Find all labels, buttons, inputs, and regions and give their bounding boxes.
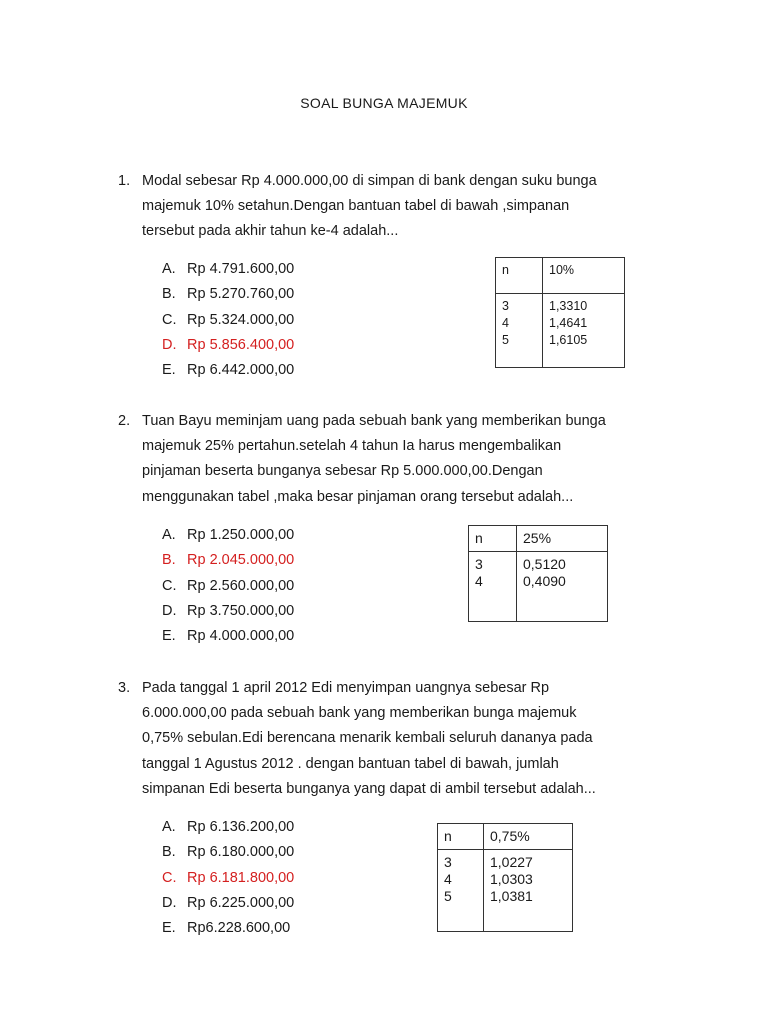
answer-option: Rp 5.270.760,00 xyxy=(187,286,295,303)
question-text-line: Modal sebesar Rp 4.000.000,00 di simpan di bank dengan suku bunga xyxy=(142,173,597,189)
question-text-line: majemuk 10% setahun.Dengan bantuan tabel di bawah ,simpanan xyxy=(142,198,570,215)
factor-value: 1,3310 xyxy=(549,299,588,313)
n-value: 3 xyxy=(475,556,483,572)
factor-column xyxy=(543,294,625,368)
n-column xyxy=(469,552,517,622)
question-text-line: 6.000.000,00 pada sebuah bank yang memberikan bunga majemuk xyxy=(142,705,577,722)
table-header-row xyxy=(438,824,573,850)
factor-table xyxy=(495,257,625,368)
option-letter: A. xyxy=(162,527,176,543)
question-number: 3. xyxy=(118,680,131,696)
factor-value: 1,6105 xyxy=(549,333,588,347)
question-text-line: Pada tanggal 1 april 2012 Edi menyimpan uangnya sebesar Rp xyxy=(142,680,550,696)
n-value: 4 xyxy=(444,871,452,887)
question-text-line: tersebut pada akhir tahun ke-4 adalah... xyxy=(142,223,399,240)
answer-option: Rp 5.324.000,00 xyxy=(187,311,295,328)
correct-answer-option: Rp 2.045.000,00 xyxy=(187,552,295,569)
option-letter: E. xyxy=(162,628,176,645)
header-n: n xyxy=(469,526,517,552)
factor-value: 1,0227 xyxy=(490,854,533,870)
factor-value: 0,5120 xyxy=(523,556,566,572)
n-value: 5 xyxy=(502,333,509,347)
answer-option: Rp 6.225.000,00 xyxy=(187,894,295,911)
factor-value: 1,0381 xyxy=(490,888,533,904)
page-title: SOAL BUNGA MAJEMUK xyxy=(300,95,468,111)
answer-option: Rp 3.750.000,00 xyxy=(187,602,295,619)
question-number: 2. xyxy=(118,413,131,429)
table-header-row xyxy=(496,258,625,294)
factor-column xyxy=(517,552,608,622)
option-letter: D. xyxy=(162,602,177,619)
option-letter: B. xyxy=(162,844,176,861)
table-row xyxy=(496,294,625,368)
option-letter: D. xyxy=(162,336,177,353)
option-letter: E. xyxy=(162,920,176,937)
n-value: 5 xyxy=(444,888,452,904)
n-value: 4 xyxy=(475,573,483,589)
option-letter: D. xyxy=(162,894,177,911)
header-rate: 25% xyxy=(517,526,608,552)
factor-table xyxy=(437,823,573,932)
option-letter: E. xyxy=(162,362,176,379)
table-row xyxy=(469,552,608,622)
answer-option: Rp 6.442.000,00 xyxy=(187,362,295,379)
factor-table xyxy=(468,525,608,622)
answer-option: Rp 4.000.000,00 xyxy=(187,628,295,645)
answer-option: Rp 6.136.200,00 xyxy=(187,819,295,835)
n-value: 3 xyxy=(502,299,509,313)
question-text-line: simpanan Edi beserta bunganya yang dapat di ambil tersebut adalah... xyxy=(142,780,596,797)
question-text-line: pinjaman beserta bunganya sebesar Rp 5.000.000,00.Dengan xyxy=(142,463,543,480)
option-letter: C. xyxy=(162,577,177,594)
correct-answer-option: Rp 5.856.400,00 xyxy=(187,336,295,353)
header-rate: 0,75% xyxy=(484,824,573,850)
n-column xyxy=(438,850,484,932)
factor-column xyxy=(484,850,573,932)
n-value: 4 xyxy=(502,316,509,330)
question-text-line: majemuk 25% pertahun.setelah 4 tahun Ia harus mengembalikan xyxy=(142,438,562,455)
table-row xyxy=(438,850,573,932)
question-number: 1. xyxy=(118,173,131,189)
question-text-line: 0,75% sebulan.Edi berencana menarik kembali seluruh dananya pada xyxy=(142,730,593,747)
option-letter: A. xyxy=(162,819,176,835)
answer-option: Rp 4.791.600,00 xyxy=(187,261,295,277)
factor-value: 1,4641 xyxy=(549,316,588,330)
answer-option: Rp 1.250.000,00 xyxy=(187,527,295,543)
factor-value: 0,4090 xyxy=(523,573,566,589)
answer-option: Rp6.228.600,00 xyxy=(187,920,291,937)
option-letter: A. xyxy=(162,261,176,277)
answer-option: Rp 6.180.000,00 xyxy=(187,844,295,861)
answer-option: Rp 2.560.000,00 xyxy=(187,577,295,594)
question-text-line: menggunakan tabel ,maka besar pinjaman orang tersebut adalah... xyxy=(142,488,574,505)
option-letter: C. xyxy=(162,869,177,886)
option-letter: C. xyxy=(162,311,177,328)
question-text-line: tanggal 1 Agustus 2012 . dengan bantuan tabel di bawah, jumlah xyxy=(142,755,559,772)
option-letter: B. xyxy=(162,552,176,569)
factor-value: 1,0303 xyxy=(490,871,533,887)
header-rate: 10% xyxy=(543,258,625,294)
header-n: n xyxy=(438,824,484,850)
n-column xyxy=(496,294,543,368)
correct-answer-option: Rp 6.181.800,00 xyxy=(187,869,295,886)
header-n: n xyxy=(496,258,543,294)
option-letter: B. xyxy=(162,286,176,303)
question-text-line: Tuan Bayu meminjam uang pada sebuah bank yang memberikan bunga xyxy=(142,413,606,429)
table-header-row xyxy=(469,526,608,552)
n-value: 3 xyxy=(444,854,452,870)
